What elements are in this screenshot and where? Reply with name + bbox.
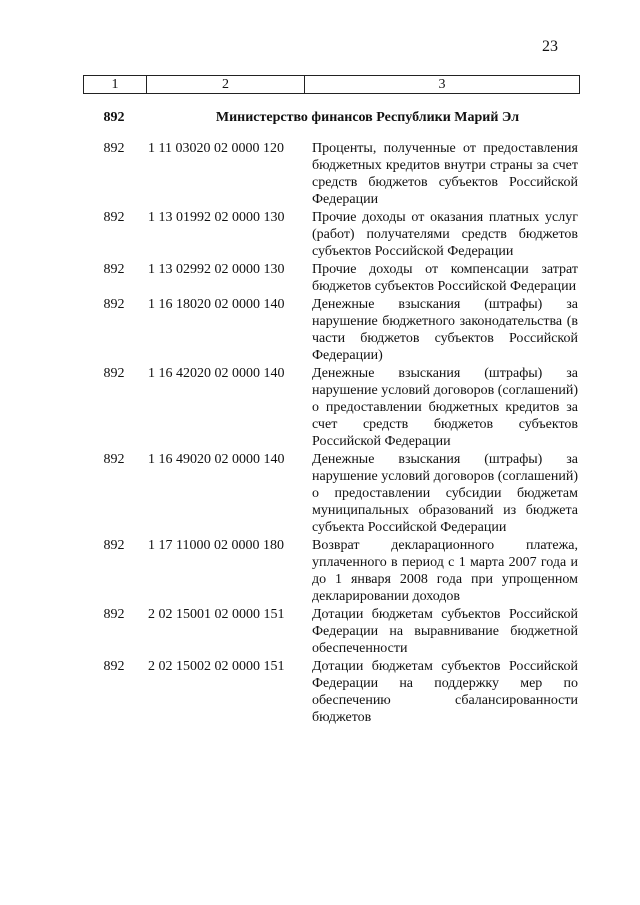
admin-code: 892	[103, 366, 125, 381]
header-col-1: 1	[84, 76, 147, 93]
admin-code: 892	[103, 538, 125, 553]
header-col-2: 2	[147, 76, 305, 93]
ministry-name: Министерство финансов Республики Марий Эл	[215, 110, 520, 125]
ministry-row	[83, 109, 580, 126]
income-description: Денежные взыскания (штрафы) за нарушение бюджетного законодательства (в части бюджетов субъектов Российской Федерации)	[312, 297, 578, 363]
table-row	[83, 658, 580, 726]
admin-code: 892	[103, 659, 125, 674]
admin-code: 892	[103, 607, 125, 622]
page-number: 23	[542, 38, 558, 55]
table-row	[83, 365, 580, 450]
table-row	[83, 296, 580, 364]
budget-classification-code: 1 11 03020 02 0000 120	[148, 141, 284, 156]
budget-classification-code: 1 17 11000 02 0000 180	[148, 538, 284, 553]
table-row	[83, 451, 580, 536]
income-description: Денежные взыскания (штрафы) за нарушение условий договоров (соглашений) о предоставлении субсидии бюджетам муниципальных образований из бюджета субъекта Российской Федерации	[312, 452, 578, 535]
table-row	[83, 209, 580, 260]
table-row	[83, 537, 580, 605]
budget-classification-code: 1 13 01992 02 0000 130	[148, 210, 285, 225]
budget-classification-code: 1 16 18020 02 0000 140	[148, 297, 285, 312]
budget-classification-code: 1 16 49020 02 0000 140	[148, 452, 285, 467]
budget-codes-table	[83, 75, 580, 727]
admin-code: 892	[103, 141, 125, 156]
table-row	[83, 140, 580, 208]
income-description: Дотации бюджетам субъектов Российской Федерации на выравнивание бюджетной обеспеченности	[312, 607, 578, 656]
table-body	[83, 140, 580, 726]
table-row	[83, 261, 580, 295]
admin-code: 892	[103, 262, 125, 277]
income-description: Дотации бюджетам субъектов Российской Федерации на поддержку мер по обеспечению сбалансированности бюджетов	[312, 659, 578, 725]
income-description: Денежные взыскания (штрафы) за нарушение условий договоров (соглашений) о предоставлении бюджетных кредитов за счет средств бюджетов субъектов Российской Федерации	[312, 366, 578, 449]
income-description: Прочие доходы от оказания платных услуг (работ) получателями средств бюджетов субъектов Российской Федерации	[312, 210, 578, 259]
income-description: Прочие доходы от компенсации затрат бюджетов субъектов Российской Федерации	[312, 262, 578, 294]
income-description: Проценты, полученные от предоставления бюджетных кредитов внутри страны за счет средств бюджетов субъектов Российской Федерации	[312, 141, 578, 207]
table-header	[83, 75, 580, 94]
budget-classification-code: 2 02 15001 02 0000 151	[148, 607, 285, 622]
admin-code: 892	[103, 452, 125, 467]
budget-classification-code: 1 13 02992 02 0000 130	[148, 262, 285, 277]
income-description: Возврат декларационного платежа, уплаченного в период с 1 марта 2007 года и до 1 января 2008 года при упрощенном декларировании доходов	[312, 538, 578, 604]
header-col-3: 3	[438, 77, 446, 92]
ministry-code: 892	[103, 110, 125, 125]
budget-classification-code: 2 02 15002 02 0000 151	[148, 659, 285, 674]
budget-classification-code: 1 16 42020 02 0000 140	[148, 366, 285, 381]
admin-code: 892	[103, 297, 125, 312]
admin-code: 892	[103, 210, 125, 225]
table-row	[83, 606, 580, 657]
